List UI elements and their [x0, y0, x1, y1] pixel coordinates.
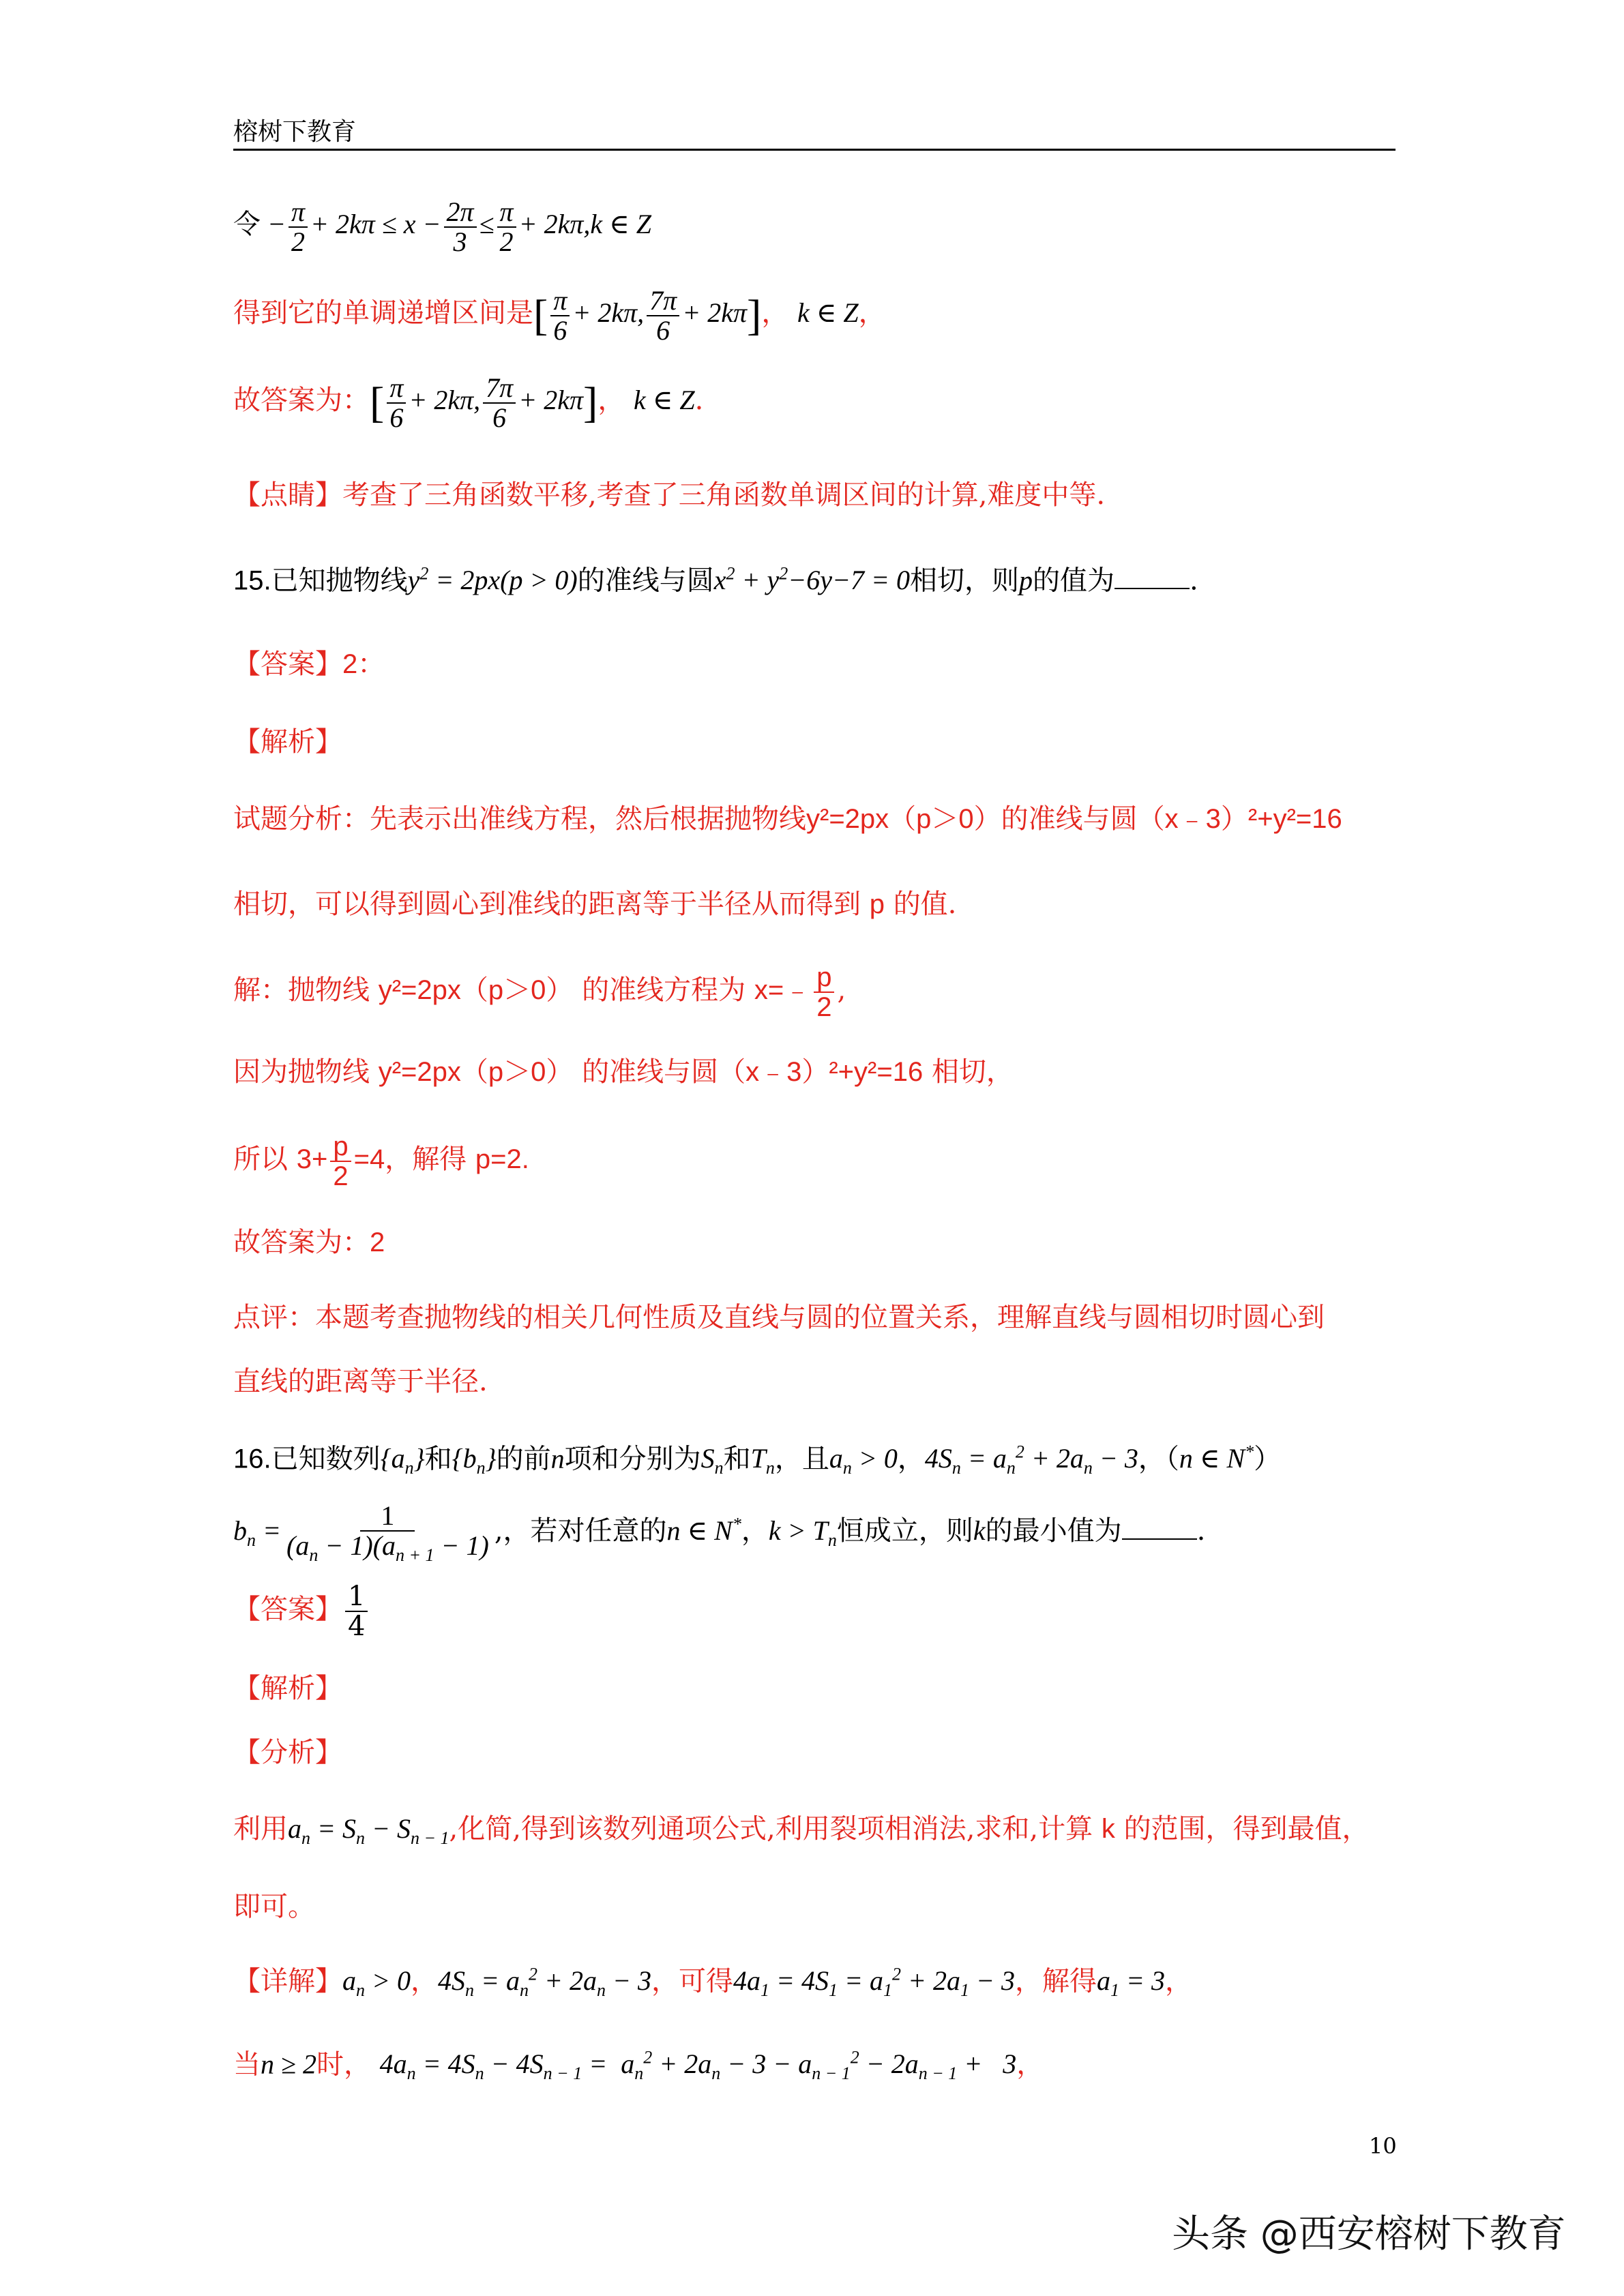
formula: x﹣3）²+y²=16: [1164, 804, 1342, 834]
text: 因为抛物线: [233, 1056, 370, 1088]
question-15: 15.已知抛物线$y^2 = 2px(p > 0)$的准线与圆$x^2 + y^2-6y-7 = 0$相切，则p的值为 .: [233, 564, 1198, 597]
analysis-15-line7: 点评：本题考查抛物线的相关几何性质及直线与圆的位置关系，理解直线与圆相切时圆心到: [233, 1302, 1325, 1333]
text: 当: [233, 2048, 261, 2081]
line-inequality: 令 − $\frac{\pi}{2}$ + 2kπ ≤ x − $\frac{2\pi}{3}$ ≤ $\frac{\pi}{2}$ + 2kπ,k ∈ Z: [233, 196, 651, 257]
line-answer-interval: 故答案为：[ $\frac{\pi}{6}$ + 2kπ, $\frac{7\pi}{6}$ + 2kπ]， k ∈ Z.: [233, 372, 704, 433]
q16-text: ，且: [774, 1443, 829, 1475]
q16-text: 已知数列: [271, 1443, 381, 1475]
analysis-15-line5: [233, 1132, 529, 1191]
text: 的准线与圆（: [1001, 803, 1165, 835]
analysis-15-line8: 直线的距离等于半径.: [233, 1366, 488, 1397]
text: ,化简,得到该数列通项公式,利用裂项相消法,求和,计算: [449, 1813, 1093, 1845]
q16-text: ，: [741, 1515, 769, 1547]
answer-tag: 【答案】: [233, 1594, 342, 1625]
q16-text: 恒成立，则: [836, 1515, 973, 1547]
answer-label: 故答案为：: [233, 385, 370, 417]
formula: p: [869, 889, 885, 919]
detail-tag: 【详解】: [233, 1965, 342, 1997]
q16-text: 和: [723, 1443, 751, 1475]
q15-text-b: 的准线与圆: [577, 565, 714, 597]
answer-tag: 【答案】: [233, 648, 342, 680]
fraction: $\frac{p}{2}$: [814, 963, 834, 1022]
text: 时，: [316, 2048, 371, 2081]
fraction: $\frac{\pi}{2}$: [497, 198, 516, 256]
text: 的范围，得到最值，: [1123, 1813, 1370, 1845]
text: 解：抛物线: [233, 974, 370, 1006]
analysis-tag-16: 【解析】: [233, 1673, 342, 1704]
fraction: $\frac{2\pi}{3}$: [444, 198, 477, 256]
text: 故答案为：: [233, 1227, 370, 1258]
q16-text: 和: [424, 1443, 452, 1475]
answer-blank: [1114, 587, 1190, 589]
formula: =4，: [353, 1144, 413, 1174]
fenxi-tag: 【分析】: [233, 1737, 342, 1768]
text: 相切，可以得到圆心到准线的距离等于半径从而得到: [233, 889, 861, 920]
detail-line2: 当n ≥ 2时， $4a_n = 4S_n - 4S_{n - 1} = a_n^2 + 2a_n - 3 - a_{n - 1}^2 - 2a_{n - 1} + 3$，: [233, 2048, 1044, 2084]
formula: y²=2px（p＞0）: [806, 804, 1001, 834]
question-number: 15.: [233, 565, 271, 596]
line-prefix: 令: [233, 209, 261, 240]
q16-text: 的前: [496, 1443, 551, 1475]
formula: x﹣3）²+y²=16: [745, 1057, 924, 1087]
analysis-15-line6: [233, 1226, 385, 1259]
formula: k: [1101, 1814, 1115, 1844]
line-increasing-interval: 得到它的单调递增区间是[ $\frac{\pi}{6}$ + 2kπ, $\frac{7\pi}{6}$ + 2kπ]， k ∈ Z，: [233, 285, 886, 346]
fraction: $\frac{p}{2}$: [330, 1132, 351, 1191]
analysis-15-line2: [233, 888, 956, 921]
text: 相切，: [931, 1056, 1014, 1088]
formula: 3+: [296, 1144, 328, 1174]
fenxi-line2: 即可。: [233, 1891, 315, 1922]
analysis-15-line1: [233, 803, 1342, 835]
text: ，可得: [651, 1965, 733, 1997]
q15-text-a: 已知抛物线: [271, 565, 408, 597]
formula: p=2.: [475, 1144, 529, 1174]
q15-text-c: 相切，则: [910, 565, 1020, 597]
q16-text: ，（: [1138, 1443, 1179, 1475]
fenxi-line1: 利用$a_n = S_n - S_{n - 1}$,化简,得到该数列通项公式,利用裂项相消法,求和,计算 k 的范围，得到最值，: [233, 1813, 1370, 1848]
text: ，解得: [1015, 1965, 1097, 1997]
text: 的准线方程为: [582, 974, 746, 1006]
answer-16: [233, 1582, 370, 1641]
watermark: 头条 @西安榕树下教育: [1172, 2212, 1566, 2256]
q15-text-d: 的值为: [1033, 565, 1115, 597]
analysis-tag-15: 【解析】: [233, 726, 342, 758]
q16-text: ）: [1254, 1443, 1282, 1475]
formula: y²=2px（p＞0）: [378, 975, 574, 1005]
line-comment: [233, 479, 1105, 511]
answer-fraction: $\frac{1}{4}$: [345, 1582, 368, 1641]
detail-line1: 【详解】$a_n > 0$，$4S_n = a_n^2 + 2a_n - 3$，可得$4a_1 = 4S_1 = a_1^2 + 2a_1 - 3$，解得$a_1 = 3$，: [233, 1965, 1192, 2001]
fraction: $\frac{\pi}{2}$: [289, 198, 308, 256]
q16-text: 项和分别为: [564, 1443, 701, 1475]
formula: y²=2px（p＞0）: [378, 1057, 574, 1087]
interval-text: 得到它的单调递增区间是: [233, 297, 533, 329]
analysis-15-line3: 解：抛物线 y²=2px（p＞0） 的准线方程为 x=﹣ $\frac{p}{2}$ ,: [233, 962, 846, 1022]
text: 试题分析：先表示出准线方程，然后根据抛物线: [233, 803, 806, 835]
text: 的值.: [893, 889, 957, 920]
formula: 2: [370, 1227, 385, 1257]
text: 的准线与圆（: [582, 1056, 746, 1088]
answer-value: 2：: [342, 649, 385, 679]
page-number: 10: [1369, 2133, 1397, 2159]
question-16-line2: $b_n$ = $\frac{1}{(a_n - 1)(a_{n + 1} - 1)}$ ,，若对任意的n ∈ N*，$k > T_n$恒成立，则k的最小值为 .: [233, 1500, 1206, 1565]
q16-text: 的最小值为: [985, 1515, 1122, 1547]
comment-text: 考查了三角函数平移,考查了三角函数单调区间的计算,难度中等.: [342, 479, 1106, 511]
formula: x=﹣: [754, 975, 812, 1005]
comment-tag: 【点睛】: [233, 479, 342, 511]
header-rule: [233, 149, 1396, 151]
q16-text: ，若对任意的: [503, 1515, 667, 1547]
header-title: 榕树下教育: [233, 118, 357, 146]
fraction: $\frac{1}{(a_n - 1)(a_{n + 1} - 1)}$: [286, 1500, 489, 1565]
answer-blank: [1122, 1538, 1197, 1540]
text: 解得: [412, 1144, 467, 1175]
question-number: 16.: [233, 1444, 271, 1474]
analysis-15-line4: [233, 1056, 1014, 1088]
q16-text: ，: [897, 1443, 925, 1475]
text: 利用: [233, 1813, 288, 1845]
answer-15: [233, 648, 385, 681]
question-16: 16.已知数列$\{a_n\}$和$\{b_n\}$的前n项和分别为$S_n$和$T_n$，且$a_n > 0$，$4S_n = a_n^2 + 2a_n - 3$，（n ∈ N*）: [233, 1442, 1282, 1478]
text: 所以: [233, 1144, 288, 1175]
